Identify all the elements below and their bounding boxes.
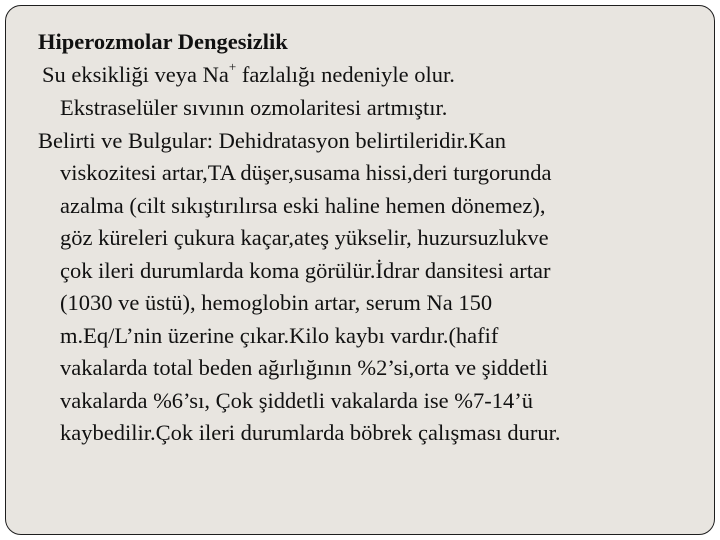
findings-line-1: Belirti ve Bulgular: Dehidratasyon belirtileridir.Kan [38, 128, 507, 153]
findings-line-2: viskozitesi artar,TA düşer,susama hissi,deri turgorunda [60, 160, 552, 185]
intro-line-1-tail: fazlalığı nedeniyle olur. [236, 62, 455, 87]
intro-line-2: Ekstraselüler sıvının ozmolaritesi artmıştır. [60, 95, 448, 120]
findings-line-8: vakalarda total beden ağırlığının %2’si,orta ve şiddetli [60, 355, 548, 380]
intro-line-1 [42, 59, 455, 92]
findings-line-9: vakalarda %6’sı, Çok şiddetli vakalarda ise %7-14’ü [60, 388, 533, 413]
intro-line-1-text: Su eksikliği veya Na [42, 62, 229, 87]
sodium-charge-superscript: + [228, 58, 237, 74]
findings-line-4: göz küreleri çukura kaçar,ateş yükselir, huzursuzlukve [60, 225, 549, 250]
findings-line-10: kaybedilir.Çok ileri durumlarda böbrek çalışması durur. [60, 420, 561, 445]
findings-line-7: m.Eq/L’nin üzerine çıkar.Kilo kaybı vardır.(hafif [60, 323, 499, 348]
findings-line-5: çok ileri durumlarda koma görülür.İdrar dansitesi artar [60, 258, 551, 283]
findings-line-6: (1030 ve üstü), hemoglobin artar, serum Na 150 [60, 290, 493, 315]
findings-line-3: azalma (cilt sıkıştırılırsa eski haline hemen dönemez), [60, 193, 546, 218]
slide-panel [5, 5, 715, 535]
slide-title: Hiperozmolar Dengesizlik [38, 29, 288, 54]
